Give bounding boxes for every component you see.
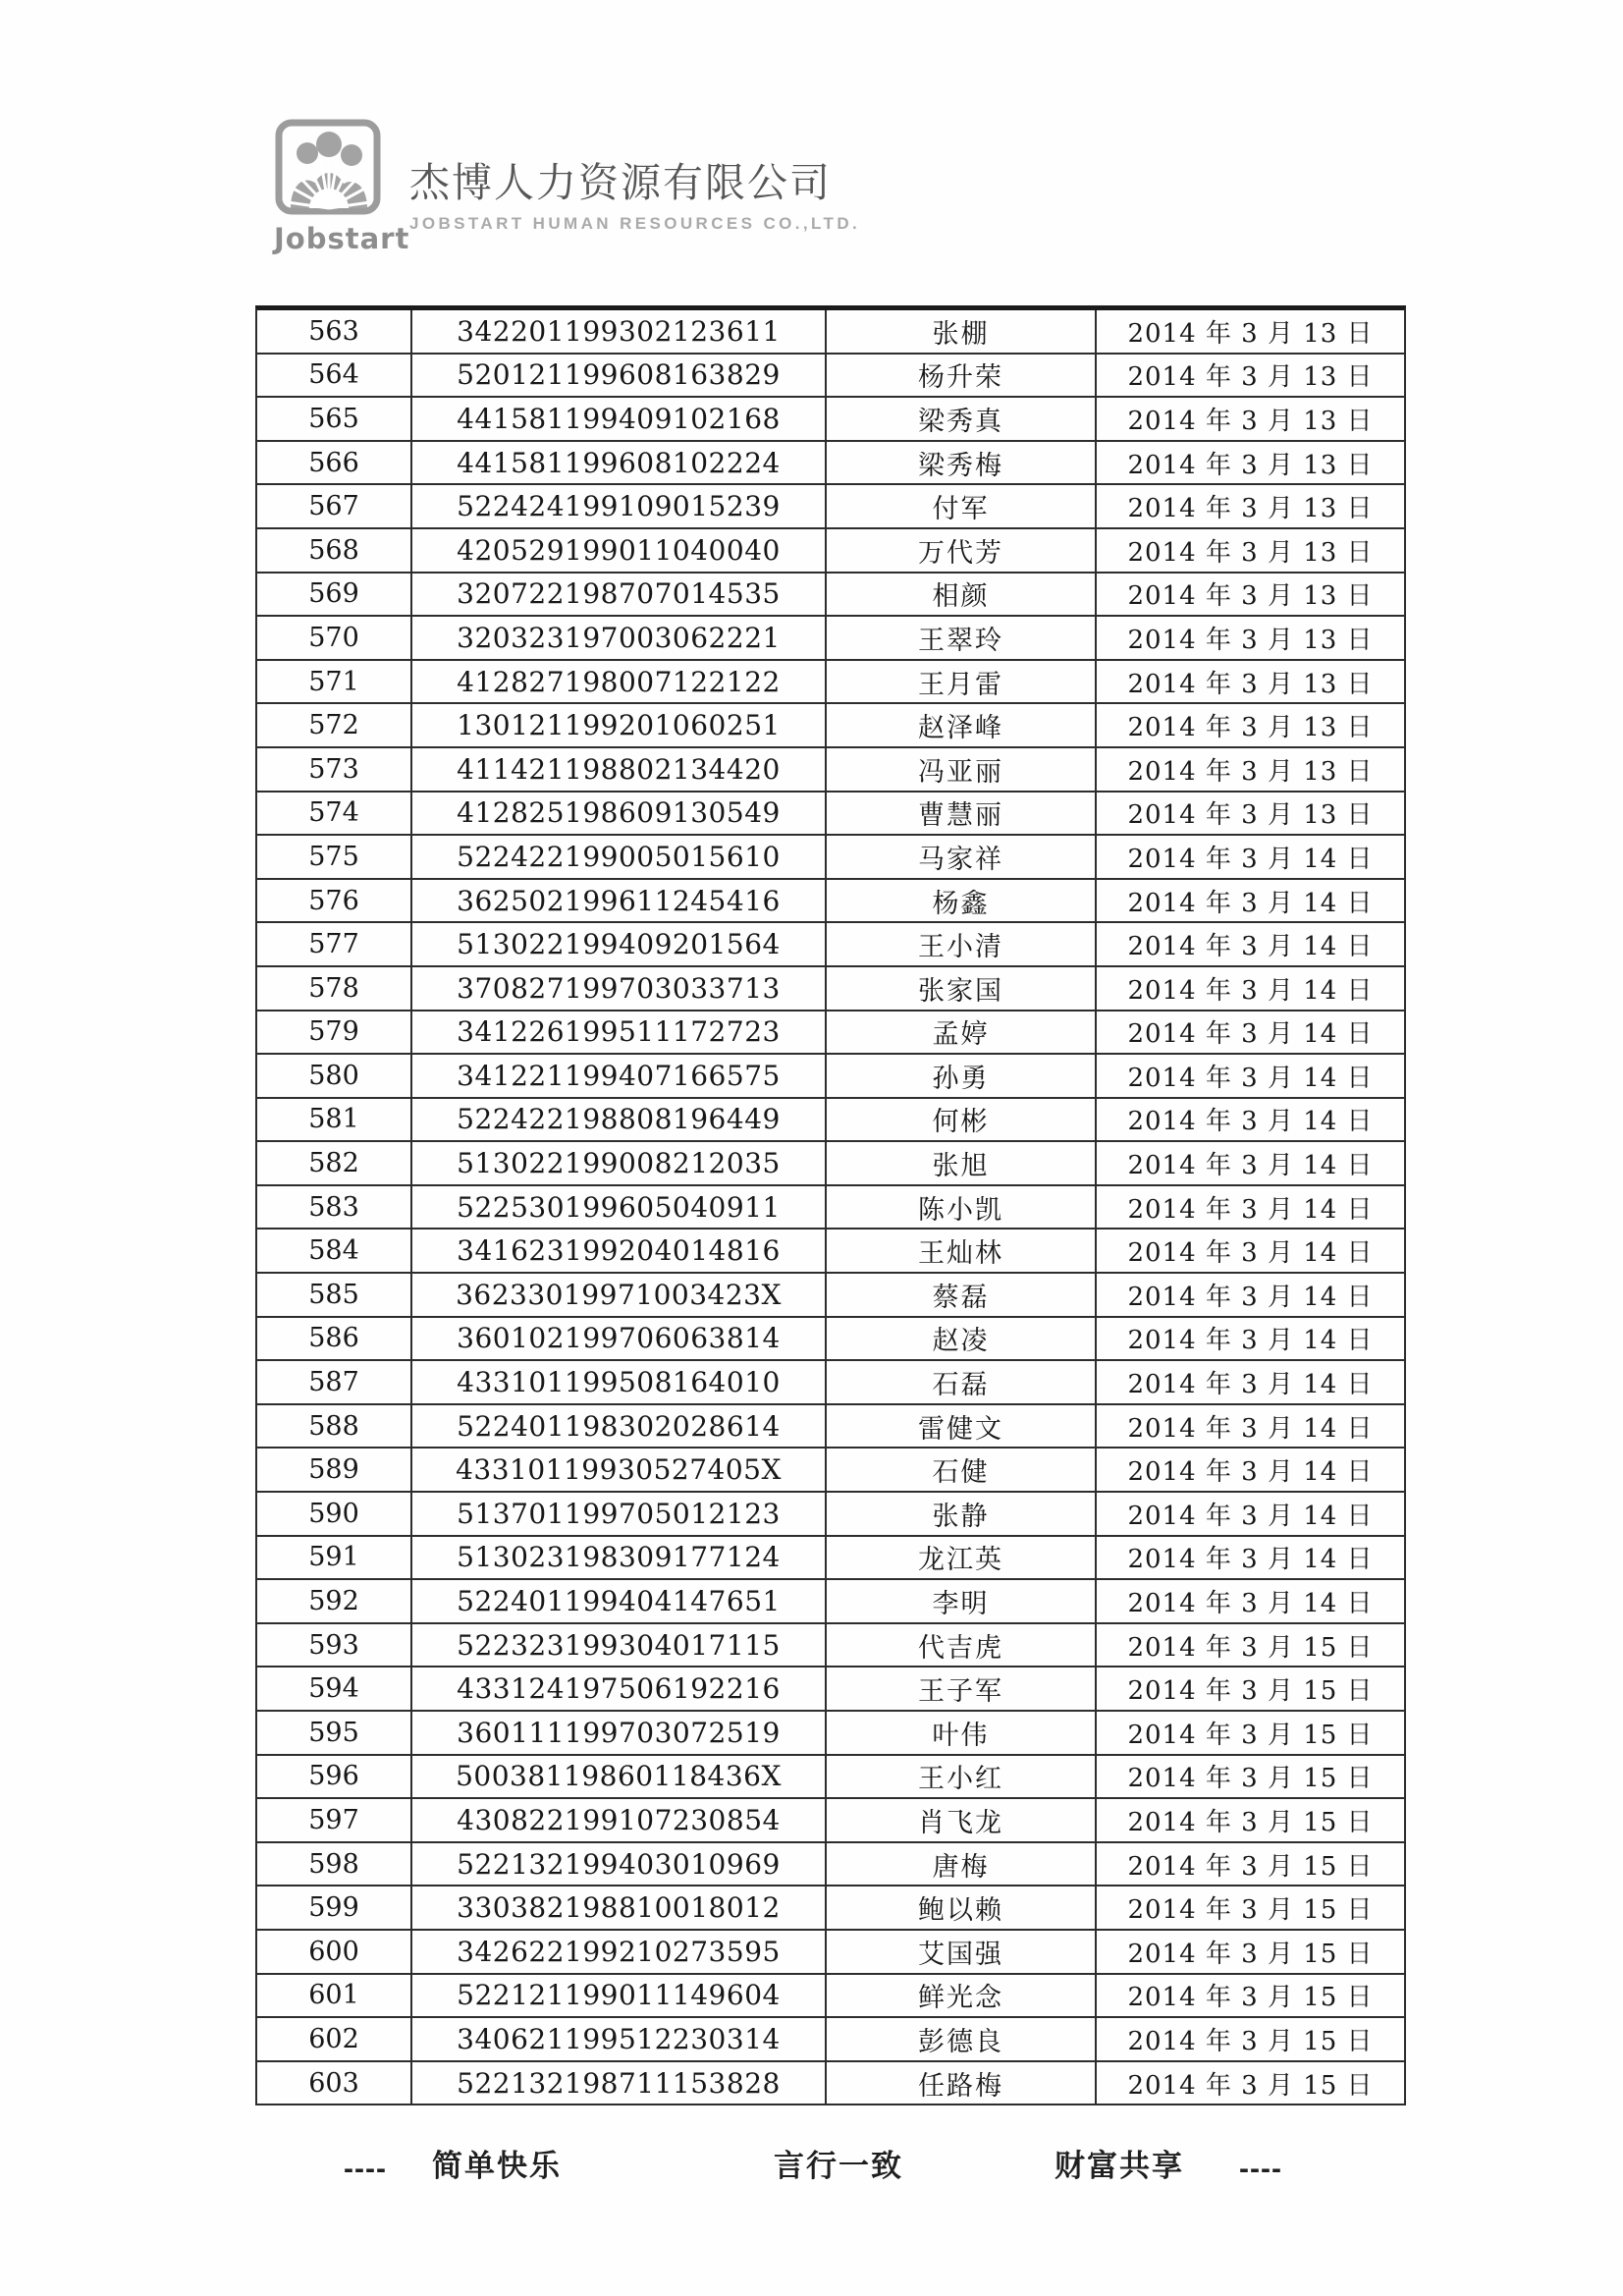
date-cell: 2014 年 3 月 14 日 xyxy=(1127,1019,1374,1050)
name-cell: 石磊 xyxy=(827,1361,1097,1403)
serial-cell: 601 xyxy=(257,1975,412,2017)
name-cell: 彭德良 xyxy=(827,2018,1097,2060)
table-row xyxy=(257,1756,1404,1800)
date-cell: 2014 年 3 月 13 日 xyxy=(1127,581,1374,612)
table-row xyxy=(257,1975,1404,2019)
date-cell: 2014 年 3 月 15 日 xyxy=(1127,1939,1374,1969)
table-row xyxy=(257,1011,1404,1056)
date-cell: 2014 年 3 月 13 日 xyxy=(1127,800,1374,831)
name-cell: 李明 xyxy=(827,1580,1097,1622)
name-cell: 王月雷 xyxy=(827,661,1097,703)
name-cell: 石健 xyxy=(827,1449,1097,1491)
date-cell: 2014 年 3 月 13 日 xyxy=(1127,537,1374,568)
id-number-cell: 342201199302123611 xyxy=(412,310,827,353)
name-cell: 赵泽峰 xyxy=(827,704,1097,746)
date-cell: 2014 年 3 月 13 日 xyxy=(1127,318,1374,349)
table-row xyxy=(257,398,1404,442)
table-row xyxy=(257,1667,1404,1712)
name-cell: 王灿林 xyxy=(827,1230,1097,1272)
serial-cell: 569 xyxy=(257,574,412,616)
id-number-cell: 411421198802134420 xyxy=(412,748,827,791)
serial-cell: 586 xyxy=(257,1318,412,1360)
id-number-cell: 513701199705012123 xyxy=(412,1493,827,1535)
name-cell: 雷健文 xyxy=(827,1405,1097,1448)
id-number-cell: 341226199511172723 xyxy=(412,1011,827,1054)
id-number-cell: 522530199605040911 xyxy=(412,1186,827,1229)
serial-cell: 575 xyxy=(257,836,412,878)
id-number-cell: 522424199109015239 xyxy=(412,485,827,527)
date-cell: 2014 年 3 月 14 日 xyxy=(1127,1545,1374,1575)
table-row xyxy=(257,617,1404,661)
company-name-en: JOBSTART HUMAN RESOURCES CO.,LTD. xyxy=(409,214,861,234)
name-cell: 王翠玲 xyxy=(827,617,1097,659)
name-cell: 王子军 xyxy=(827,1667,1097,1710)
name-cell: 杨鑫 xyxy=(827,880,1097,922)
date-cell: 2014 年 3 月 15 日 xyxy=(1127,1632,1374,1663)
serial-cell: 588 xyxy=(257,1405,412,1448)
id-number-cell: 330382198810018012 xyxy=(412,1886,827,1929)
id-number-cell: 522323199304017115 xyxy=(412,1624,827,1667)
name-cell: 陈小凯 xyxy=(827,1186,1097,1229)
serial-cell: 599 xyxy=(257,1886,412,1929)
id-number-cell: 362502199611245416 xyxy=(412,880,827,922)
serial-cell: 570 xyxy=(257,617,412,659)
serial-cell: 591 xyxy=(257,1537,412,1579)
id-number-cell: 420529199011040040 xyxy=(412,529,827,572)
date-cell: 2014 年 3 月 14 日 xyxy=(1127,888,1374,918)
date-cell: 2014 年 3 月 14 日 xyxy=(1127,1589,1374,1619)
table-row xyxy=(257,967,1404,1011)
table-row xyxy=(257,1799,1404,1843)
table-row xyxy=(257,704,1404,748)
date-cell: 2014 年 3 月 14 日 xyxy=(1127,1457,1374,1488)
serial-cell: 592 xyxy=(257,1580,412,1622)
date-cell: 2014 年 3 月 14 日 xyxy=(1127,932,1374,962)
name-cell: 何彬 xyxy=(827,1099,1097,1141)
serial-cell: 602 xyxy=(257,2018,412,2060)
id-number-cell: 522422199005015610 xyxy=(412,836,827,878)
name-cell: 王小红 xyxy=(827,1756,1097,1798)
table-row xyxy=(257,748,1404,793)
name-cell: 杨升荣 xyxy=(827,355,1097,397)
id-number-cell: 341623199204014816 xyxy=(412,1230,827,1272)
table-row xyxy=(257,485,1404,529)
date-cell: 2014 年 3 月 14 日 xyxy=(1127,1282,1374,1312)
serial-cell: 585 xyxy=(257,1274,412,1316)
serial-cell: 573 xyxy=(257,748,412,791)
id-number-cell: 522132198711153828 xyxy=(412,2062,827,2105)
serial-cell: 572 xyxy=(257,704,412,746)
table-row xyxy=(257,1361,1404,1405)
table-row xyxy=(257,2062,1404,2106)
name-cell: 张静 xyxy=(827,1493,1097,1535)
date-cell: 2014 年 3 月 15 日 xyxy=(1127,2026,1374,2056)
serial-cell: 587 xyxy=(257,1361,412,1403)
table-row xyxy=(257,1624,1404,1668)
table-row xyxy=(257,1449,1404,1493)
name-cell: 孟婷 xyxy=(827,1011,1097,1054)
date-cell: 2014 年 3 月 13 日 xyxy=(1127,494,1374,524)
serial-cell: 595 xyxy=(257,1712,412,1754)
serial-cell: 600 xyxy=(257,1931,412,1973)
id-number-cell: 320722198707014535 xyxy=(412,574,827,616)
footer-slogan-1: 简单快乐 xyxy=(432,2149,562,2183)
date-cell: 2014 年 3 月 15 日 xyxy=(1127,1676,1374,1707)
table-row xyxy=(257,1712,1404,1756)
id-number-cell: 430822199107230854 xyxy=(412,1799,827,1841)
serial-cell: 596 xyxy=(257,1756,412,1798)
id-number-cell: 43310119930527405X xyxy=(412,1449,827,1491)
date-cell: 2014 年 3 月 13 日 xyxy=(1127,450,1374,480)
table-row xyxy=(257,1580,1404,1624)
name-cell: 冯亚丽 xyxy=(827,748,1097,791)
name-cell: 赵凌 xyxy=(827,1318,1097,1360)
name-cell: 相颜 xyxy=(827,574,1097,616)
serial-cell: 564 xyxy=(257,355,412,397)
name-cell: 任路梅 xyxy=(827,2062,1097,2105)
serial-cell: 594 xyxy=(257,1667,412,1710)
company-name-block xyxy=(409,161,860,234)
table-row xyxy=(257,442,1404,486)
name-cell: 曹慧丽 xyxy=(827,793,1097,835)
serial-cell: 563 xyxy=(257,310,412,353)
jobstart-logo-icon xyxy=(274,118,384,216)
serial-cell: 582 xyxy=(257,1142,412,1184)
name-cell: 张家国 xyxy=(827,967,1097,1010)
name-cell: 鲍以赖 xyxy=(827,1886,1097,1929)
table-row xyxy=(257,1142,1404,1186)
id-number-cell: 412827198007122122 xyxy=(412,661,827,703)
id-number-cell: 433124197506192216 xyxy=(412,1667,827,1710)
name-cell: 付军 xyxy=(827,485,1097,527)
table-row xyxy=(257,310,1404,355)
id-number-cell: 513022199409201564 xyxy=(412,923,827,965)
date-cell: 2014 年 3 月 14 日 xyxy=(1127,1063,1374,1093)
table-row xyxy=(257,1274,1404,1318)
name-cell: 龙江英 xyxy=(827,1537,1097,1579)
table-row xyxy=(257,1186,1404,1230)
id-number-cell: 522401198302028614 xyxy=(412,1405,827,1448)
date-cell: 2014 年 3 月 14 日 xyxy=(1127,975,1374,1006)
table-row xyxy=(257,1055,1404,1099)
name-cell: 万代芳 xyxy=(827,529,1097,572)
name-cell: 王小清 xyxy=(827,923,1097,965)
serial-cell: 584 xyxy=(257,1230,412,1272)
serial-cell: 571 xyxy=(257,661,412,703)
name-cell: 肖飞龙 xyxy=(827,1799,1097,1841)
id-number-cell: 340621199512230314 xyxy=(412,2018,827,2060)
table-row xyxy=(257,574,1404,618)
table-row xyxy=(257,529,1404,574)
serial-cell: 603 xyxy=(257,2062,412,2105)
serial-cell: 567 xyxy=(257,485,412,527)
id-number-cell: 50038119860118436X xyxy=(412,1756,827,1798)
serial-cell: 566 xyxy=(257,442,412,484)
id-number-cell: 320323197003062221 xyxy=(412,617,827,659)
date-cell: 2014 年 3 月 14 日 xyxy=(1127,1501,1374,1531)
date-cell: 2014 年 3 月 14 日 xyxy=(1127,1151,1374,1181)
date-cell: 2014 年 3 月 13 日 xyxy=(1127,625,1374,655)
table-row xyxy=(257,2018,1404,2062)
id-number-cell: 433101199508164010 xyxy=(412,1361,827,1403)
date-cell: 2014 年 3 月 14 日 xyxy=(1127,1326,1374,1356)
date-cell: 2014 年 3 月 13 日 xyxy=(1127,713,1374,743)
table-row xyxy=(257,923,1404,967)
footer-slogan-2: 言行一致 xyxy=(774,2149,903,2183)
name-cell: 艾国强 xyxy=(827,1931,1097,1973)
name-cell: 蔡磊 xyxy=(827,1274,1097,1316)
table-row xyxy=(257,793,1404,837)
serial-cell: 580 xyxy=(257,1055,412,1097)
table-row xyxy=(257,1931,1404,1975)
id-number-cell: 342622199210273595 xyxy=(412,1931,827,1973)
date-cell: 2014 年 3 月 14 日 xyxy=(1127,1107,1374,1137)
date-cell: 2014 年 3 月 15 日 xyxy=(1127,1895,1374,1926)
company-logo xyxy=(274,118,410,255)
name-cell: 孙勇 xyxy=(827,1055,1097,1097)
date-cell: 2014 年 3 月 15 日 xyxy=(1127,1720,1374,1750)
table-row xyxy=(257,1405,1404,1449)
table-row xyxy=(257,1886,1404,1931)
name-cell: 鲜光念 xyxy=(827,1975,1097,2017)
table-row xyxy=(257,355,1404,399)
id-number-cell: 522132199403010969 xyxy=(412,1843,827,1886)
table-row xyxy=(257,1230,1404,1274)
company-name-cn: 杰博人力资源有限公司 xyxy=(409,160,832,205)
serial-cell: 598 xyxy=(257,1843,412,1886)
footer-dash-left: ---- xyxy=(344,2153,387,2185)
table-row xyxy=(257,880,1404,924)
date-cell: 2014 年 3 月 13 日 xyxy=(1127,756,1374,787)
id-number-cell: 513023198309177124 xyxy=(412,1537,827,1579)
table-row xyxy=(257,836,1404,880)
serial-cell: 597 xyxy=(257,1799,412,1841)
id-number-cell: 360102199706063814 xyxy=(412,1318,827,1360)
id-number-cell: 522121199011149604 xyxy=(412,1975,827,2017)
name-cell: 马家祥 xyxy=(827,836,1097,878)
table-row xyxy=(257,1537,1404,1581)
name-cell: 张旭 xyxy=(827,1142,1097,1184)
date-cell: 2014 年 3 月 14 日 xyxy=(1127,1238,1374,1269)
id-number-cell: 522401199404147651 xyxy=(412,1580,827,1622)
serial-cell: 576 xyxy=(257,880,412,922)
date-cell: 2014 年 3 月 13 日 xyxy=(1127,362,1374,393)
id-number-cell: 341221199407166575 xyxy=(412,1055,827,1097)
date-cell: 2014 年 3 月 15 日 xyxy=(1127,2070,1374,2101)
id-number-cell: 370827199703033713 xyxy=(412,967,827,1010)
date-cell: 2014 年 3 月 15 日 xyxy=(1127,1983,1374,2013)
id-number-cell: 520121199608163829 xyxy=(412,355,827,397)
serial-cell: 590 xyxy=(257,1493,412,1535)
name-cell: 张棚 xyxy=(827,310,1097,353)
brand-label: Jobstart xyxy=(274,222,410,255)
name-cell: 梁秀梅 xyxy=(827,442,1097,484)
roster-table xyxy=(255,305,1406,2105)
serial-cell: 589 xyxy=(257,1449,412,1491)
serial-cell: 579 xyxy=(257,1011,412,1054)
id-number-cell: 36233019971003423X xyxy=(412,1274,827,1316)
id-number-cell: 441581199409102168 xyxy=(412,398,827,440)
serial-cell: 565 xyxy=(257,398,412,440)
serial-cell: 578 xyxy=(257,967,412,1010)
date-cell: 2014 年 3 月 14 日 xyxy=(1127,1194,1374,1225)
table-row xyxy=(257,1318,1404,1362)
id-number-cell: 130121199201060251 xyxy=(412,704,827,746)
footer-slogan-3: 财富共享 xyxy=(1055,2149,1184,2183)
date-cell: 2014 年 3 月 15 日 xyxy=(1127,1764,1374,1794)
serial-cell: 581 xyxy=(257,1099,412,1141)
date-cell: 2014 年 3 月 15 日 xyxy=(1127,1851,1374,1882)
name-cell: 叶伟 xyxy=(827,1712,1097,1754)
name-cell: 唐梅 xyxy=(827,1843,1097,1886)
date-cell: 2014 年 3 月 14 日 xyxy=(1127,1413,1374,1444)
date-cell: 2014 年 3 月 13 日 xyxy=(1127,406,1374,436)
id-number-cell: 360111199703072519 xyxy=(412,1712,827,1754)
id-number-cell: 513022199008212035 xyxy=(412,1142,827,1184)
serial-cell: 577 xyxy=(257,923,412,965)
name-cell: 梁秀真 xyxy=(827,398,1097,440)
table-row xyxy=(257,661,1404,705)
serial-cell: 583 xyxy=(257,1186,412,1229)
table-row xyxy=(257,1843,1404,1887)
id-number-cell: 441581199608102224 xyxy=(412,442,827,484)
date-cell: 2014 年 3 月 15 日 xyxy=(1127,1807,1374,1837)
date-cell: 2014 年 3 月 14 日 xyxy=(1127,844,1374,874)
serial-cell: 574 xyxy=(257,793,412,835)
serial-cell: 593 xyxy=(257,1624,412,1667)
date-cell: 2014 年 3 月 13 日 xyxy=(1127,669,1374,699)
id-number-cell: 412825198609130549 xyxy=(412,793,827,835)
name-cell: 代吉虎 xyxy=(827,1624,1097,1667)
table-row xyxy=(257,1493,1404,1537)
date-cell: 2014 年 3 月 14 日 xyxy=(1127,1370,1374,1400)
id-number-cell: 522422198808196449 xyxy=(412,1099,827,1141)
table-row xyxy=(257,1099,1404,1143)
serial-cell: 568 xyxy=(257,529,412,572)
footer-dash-right: ---- xyxy=(1239,2153,1282,2185)
